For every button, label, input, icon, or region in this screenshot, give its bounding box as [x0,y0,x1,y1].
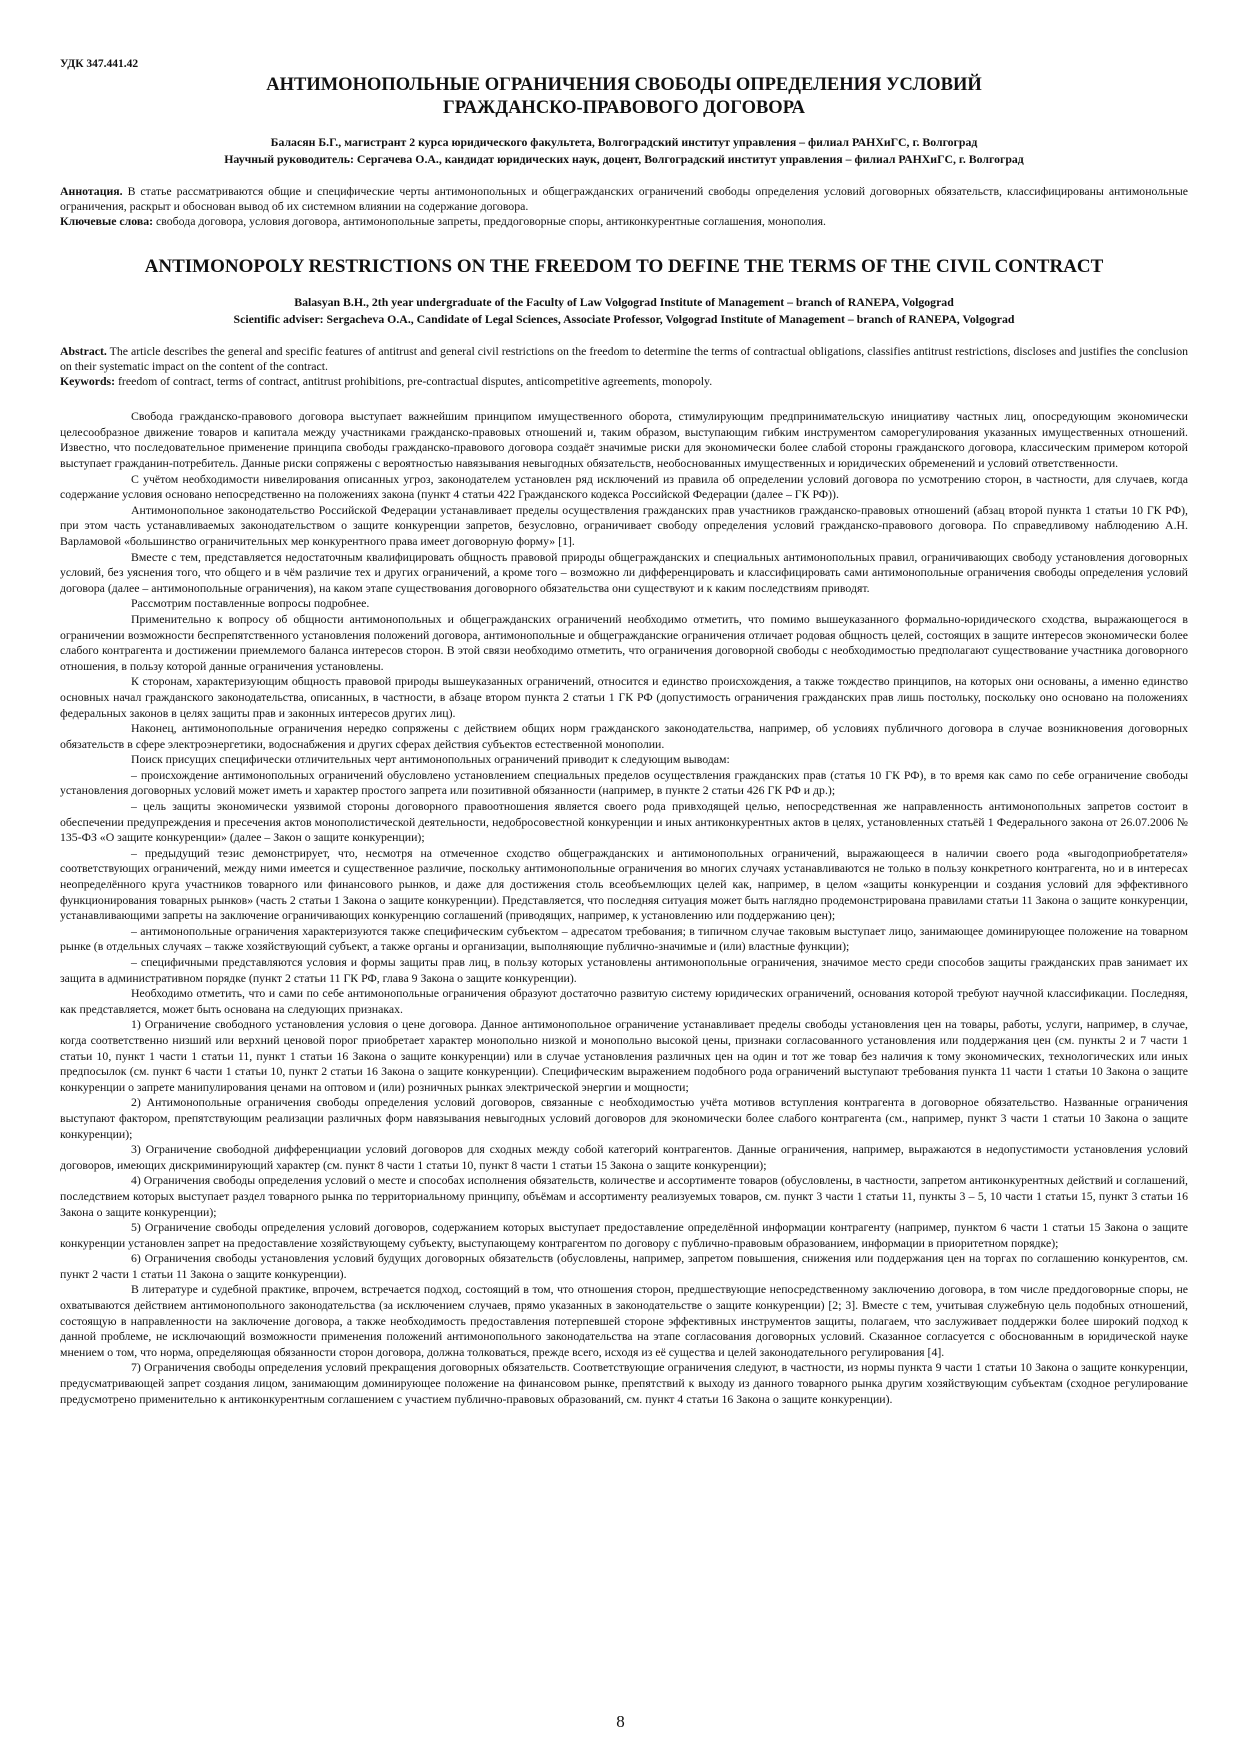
paragraph: Вместе с тем, представляется недостаточным квалифицировать общность правовой природы общегражданских и специальных антимонопольных правил, ограничивающих свободу установления договорных условий, без уяснения того, что общего и в чём различие тех и других ограничений, а кроме того – возможно ли дифференцировать и классифицировать сами антимонопольные ограничения свободы определения условий договора (далее – антимонопольные ограничения), на каком этапе существования договорного обязательства они существуют и к каким последствиям приводят. [60,549,1188,595]
title-english: ANTIMONOPOLY RESTRICTIONS ON THE FREEDOM TO DEFINE THE TERMS OF THE CIVIL CONTRACT [144,255,1104,277]
paragraph: 6) Ограничения свободы установления условий будущих договорных обязательств (обусловлены, например, запретом повышения, снижения или поддержания цен на торгах по соглашению конкурентов, см. пункт 2 части 1 статьи 11 Закона о защите конкуренции). [60,1251,1188,1281]
annotation-ru-label: Аннотация. [60,184,123,198]
paragraph: – цель защиты экономически уязвимой стороны договорного правоотношения является своего рода привходящей целью, непосредственная же направленность антимонопольных запретов состоит в обеспечении предупреждения и пресечения актов монополистической деятельности, недобросовестной конкуренции и иных антиконкурентных актов в целях, установленных статьёй 1 Федерального закона от 26.07.2006 № 135-ФЗ «О защите конкуренции» (далее – Закон о защите конкуренции); [60,799,1188,845]
keywords-ru [60,214,1188,229]
keywords-en-text: freedom of contract, terms of contract, antitrust prohibitions, pre-contractual disputes, anticompetitive agreements, monopoly. [115,374,713,389]
keywords-ru-text: свобода договора, условия договора, антимонопольные запреты, преддоговорные споры, антиконкурентные соглашения, монополия. [153,214,826,229]
author-en: Balasyan B.H., 2th year undergraduate of the Faculty of Law Volgograd Institute of Management – branch of RANEPA, Volgograd [294,294,954,309]
page-number: 8 [616,1712,625,1731]
annotation-ru [60,184,1188,214]
paragraph: К сторонам, характеризующим общность правовой природы вышеуказанных ограничений, относится и единство происхождения, а также тождество принципов, на которых они основаны, а именно единство основных начал гражданского законодательства, описанных, в частности, в абзаце втором пункта 2 статьи 1 ГК РФ (допустимость ограничения гражданских прав лишь постольку, поскольку оно основано на положениях федеральных законов в целях защиты прав и законных интересов других лиц). [60,674,1188,720]
abstract-en-label: Abstract. [60,343,107,358]
keywords-en [60,374,1188,389]
title-russian-line: АНТИМОНОПОЛЬНЫЕ ОГРАНИЧЕНИЯ СВОБОДЫ ОПРЕДЕЛЕНИЯ УСЛОВИЙ [266,75,982,95]
annotation-ru-text: В статье рассматриваются общие и специфические черты антимонопольных и общегражданских ограничений свободы определения условий договорных обязательств, классифицированы антимонольные ограничения, раскрыт и обоснован вывод об их системном влиянии на содержание договора. [60,184,1188,214]
paragraph: Применительно к вопросу об общности антимонопольных и общегражданских ограничений необходимо отметить, что помимо вышеуказанного формально-юридического сходства, выражающегося в ограничении возможности беспрепятственного установления положений договора, антимонопольные и общегражданские ограничения отличает родовая общность целей, состоящих в защите интересов экономически более слабого контрагента и достижении приемлемого баланса интересов сторон. В этой связи необходимо отметить, что ограничения договорной свободы с необходимостью предполагают существование участника договорного отношения, в пользу которой данные ограничения установлены. [60,611,1188,673]
paragraph: – происхождение антимонопольных ограничений обусловлено установлением специальных пределов осуществления гражданских прав (статья 10 ГК РФ), в то время как само по себе ограничение свободы установления договорных условий может иметь и характер простого запрета или позитивной обязанности (например, в пункте 2 статьи 426 ГК РФ и др.); [60,767,1188,798]
adviser-ru: Научный руководитель: Сергачева О.А., кандидат юридических наук, доцент, Волгоградский институт управления – филиал РАНХиГС, г. Волгоград [224,152,1024,166]
paragraph: С учётом необходимости нивелирования описанных угроз, законодателем установлен ряд исключений из правила об определении условий договора по усмотрению сторон, в частности, для случаев, когда содержание условия основано непосредственно на положениях закона (пункт 4 статьи 422 Гражданского кодекса Российской Федерации (далее – ГК РФ)). [60,471,1188,502]
udc-code: УДК 347.441.42 [60,58,139,70]
paragraph: Рассмотрим поставленные вопросы подробнее. [131,596,370,611]
paragraph: 7) Ограничения свободы определения условий прекращения договорных обязательств. Соответствующие ограничения следуют, в частности, из нормы пункта 9 части 1 статьи 10 Закона о защите конкуренции, предусматривающей запрет создания лицом, занимающим доминирующее положение на финансовом рынке, препятствий к выходу из данного товарного рынка другим хозяйствующим субъектам (сходное регулирование предусмотрено применительно к антиконкурентным соглашением с участием публично-правовых образований, см. пункт 4 статьи 16 Закона о защите конкуренции). [60,1360,1188,1406]
article-page [60,58,1188,1407]
keywords-ru-label: Ключевые слова: [60,214,154,229]
keywords-en-label: Keywords: [60,374,116,389]
paragraph: 2) Антимонопольные ограничения свободы определения условий договоров, связанные с необходимостью учёта мотивов вступления контрагента в договорное обязательство. Названные ограничения выступают фактором, препятствующим реализации различных форм навязывания невыгодных условий договоров для экономически более слабого контрагента (см., например, пункт 3 части 1 статьи 10 Закона о защите конкуренции); [60,1095,1188,1141]
paragraph: Необходимо отметить, что и сами по себе антимонопольные ограничения образуют достаточно развитую систему юридических ограничений, основания которой требуют научной классификации. Последняя, как представляется, может быть основана на следующих признаках. [60,986,1188,1016]
paragraph: 4) Ограничения свободы определения условий о месте и способах исполнения обязательств, количестве и ассортименте товаров (обусловлены, в частности, запретом антиконкурентных действий и соглашений, последствием которых выступает раздел товарного рынка по территориальному принципу, объёмам и ассортименту реализуемых товаров, см. пункт 3 части 1 статьи 11, пункты 3 – 5, 10 части 1 статьи 15, пункт 3 статьи 16 Закона о защите конкуренции); [60,1173,1188,1219]
title-russian [60,74,1188,120]
paragraph: – специфичными представляются условия и формы защиты прав лиц, в пользу которых установлены антимонопольные ограничения, значимое место среди способов защиты гражданских прав занимает их защита в административном порядке (пункт 2 статьи 11 ГК РФ, глава 9 Закона о защите конкуренции). [60,955,1188,985]
article-body [60,409,1188,1407]
paragraph: 3) Ограничение свободной дифференциации условий договоров для сходных между собой категорий контрагентов. Данные ограничения, например, выражаются в недопустимости установления условий договоров, имеющих дискриминирующий характер (см. пункт 8 части 1 статьи 10, пункт 8 части 1 статьи 15 Закона о защите конкуренции); [60,1142,1188,1172]
title-russian-line: ГРАЖДАНСКО-ПРАВОВОГО ДОГОВОРА [442,98,805,118]
paragraph: – антимонопольные ограничения характеризуются также специфическим субъектом – адресатом требования; в типичном случае таковым выступает лицо, занимающее доминирующее положение на товарном рынке (в отдельных случаях – также хозяйствующий субъект, а также органы и организации, выполняющие публично-значимые и (или) властные функции); [60,923,1188,954]
paragraph: Наконец, антимонопольные ограничения нередко сопряжены с действием общих норм гражданского законодательства, например, об условиях публичного договора в случае возникновения договорных обязательств в сфере электроэнергетики, водоснабжения и других сферах действия субъектов естественной монополии. [60,721,1188,751]
author-ru: Баласян Б.Г., магистрант 2 курса юридического факультета, Волгоградский институт управления – филиал РАНХиГС, г. Волгоград [270,135,978,149]
paragraph: Антимонопольное законодательство Российской Федерации устанавливает пределы осуществления гражданских прав участников гражданско-правовых отношений (абзац второй пункта 1 статьи 10 ГК РФ), при этом часть устанавливаемых законодательством о защите конкуренции запретов, безусловно, ограничивает свободу определения условий гражданско-правового договора. По справедливому наблюдению А.Н. Варламовой «большинство ограничительных мер конкурентного права имеет договорную форму» [1]. [60,502,1188,548]
paragraph: Свобода гражданско-правового договора выступает важнейшим принципом имущественного оборота, стимулирующим предпринимательскую инициативу частных лиц, опосредующим экономически целесообразное движение товаров и капитала между участниками гражданско-правовых отношений и, таким образом, выступающим гибким инструментом саморегулирования указанных имущественных отношений. Известно, что последовательное применение принципа свободы гражданско-правового договора создаёт значимые риски для экономически более слабой стороны гражданского договора, классическим примером которой выступает гражданин-потребитель. Данные риски сопряжены с вероятностью навязывания невыгодных обязательств, необоснованных имущественных и юридических обременений и условий ответственности. [60,409,1188,470]
abstract-en [60,344,1188,374]
abstract-en-text: The article describes the general and specific features of antitrust and general civil restrictions on the freedom to determine the terms of contractual obligations, classifies antitrust restrictions, discloses and justifies the conclusion on their systematic impact on the content of the contract. [60,343,1188,373]
paragraph: 1) Ограничение свободного установления условия о цене договора. Данное антимонопольное ограничение устанавливает пределы свободы установления цен на товары, работы, услуги, например, в случае, когда соответственно низший или верхний ценовой порог приобретает характер монопольно низкой и монопольно высокой цены, признаки согласованного установления или поддержания цен (см. пункты 2 и 7 части 1 статьи 10, пункт 1 части 1 статьи 11, пункт 1 статьи 16 Закона о защите конкуренции) или в случае установления различных цен на один и тот же товар без наличия к тому экономических, технологических или иных предпосылок (см. пункт 6 части 1 статьи 10, пункт 2 статьи 16 Закона о защите конкуренции). Специфическим выражением подобного рода ограничений выступают требования пункта 11 части 1 статьи 10 Закона о защите конкуренции о запрете манипулирования ценами на оптовом и (или) розничных рынках электрической энергии и мощности; [60,1017,1188,1094]
paragraph: В литературе и судебной практике, впрочем, встречается подход, состоящий в том, что отношения сторон, предшествующие непосредственному заключению договора, в том числе преддоговорные споры, не охватываются действием антимонопольного законодательства (за исключением случаев, прямо указанных в законодательстве о защите конкуренции) [2; 3]. Вместе с тем, учитывая служебную цель подобных отношений, состоящую в направленности на заключение договора, а также необходимость предоставления потерпевшей стороне эффективных инструментов защиты, полагаем, что заслуживает поддержки более широкий подход к данной проблеме, не исключающий возможности применения положений антимонопольного законодательства на этапе согласования договорных условий. Сказанное согласуется с обоснованным в юридической науке мнением о том, что норма, определяющая обязанности сторон договора, должна толковаться, прежде всего, исходя из её существа и целей законодательного регулирования [4]. [60,1282,1188,1359]
paragraph: 5) Ограничение свободы определения условий договоров, содержанием которых выступает предоставление определённой информации контрагенту (например, пунктом 6 части 1 статьи 15 Закона о защите конкуренции установлен запрет на предоставление хозяйствующему субъекту, выступающему контрагентом по договору с публично-правовым образованием, информации в приоритетном порядке); [60,1220,1188,1250]
paragraph: Поиск присущих специфически отличительных черт антимонопольных ограничений приводит к следующим выводам: [131,752,730,767]
adviser-en: Scientific adviser: Sergacheva O.A., Candidate of Legal Sciences, Associate Professor, Volgograd Institute of Management – branch of RANEPA, Volgograd [233,311,1015,326]
paragraph: – предыдущий тезис демонстрирует, что, несмотря на отмеченное сходство общегражданских и антимонопольных ограничений, выражающееся в наличии своего рода «выгодоприобретателя» соответствующих ограничений, между ними имеется и существенное различие, поскольку антимонопольные ограничения во многих случаях устанавливаются не только в пользу конкретного контрагента, но и в интересах неопределённого круга участников товарного или финансового рынков, и даже для достижения столь всеобъемлющих целей как, например, в целом «защиты конкуренции и создания условий для эффективного функционирования товарных рынков» (часть 2 статьи 1 Закона о защите конкуренции). Представляется, что последняя ситуация может быть наглядно продемонстрирована правилами статьи 11 Закона о защите конкуренции, устанавливающими запреты на заключение ограничивающих конкуренцию соглашений (приводящих, например, к установлению или поддержанию цен); [60,845,1188,923]
